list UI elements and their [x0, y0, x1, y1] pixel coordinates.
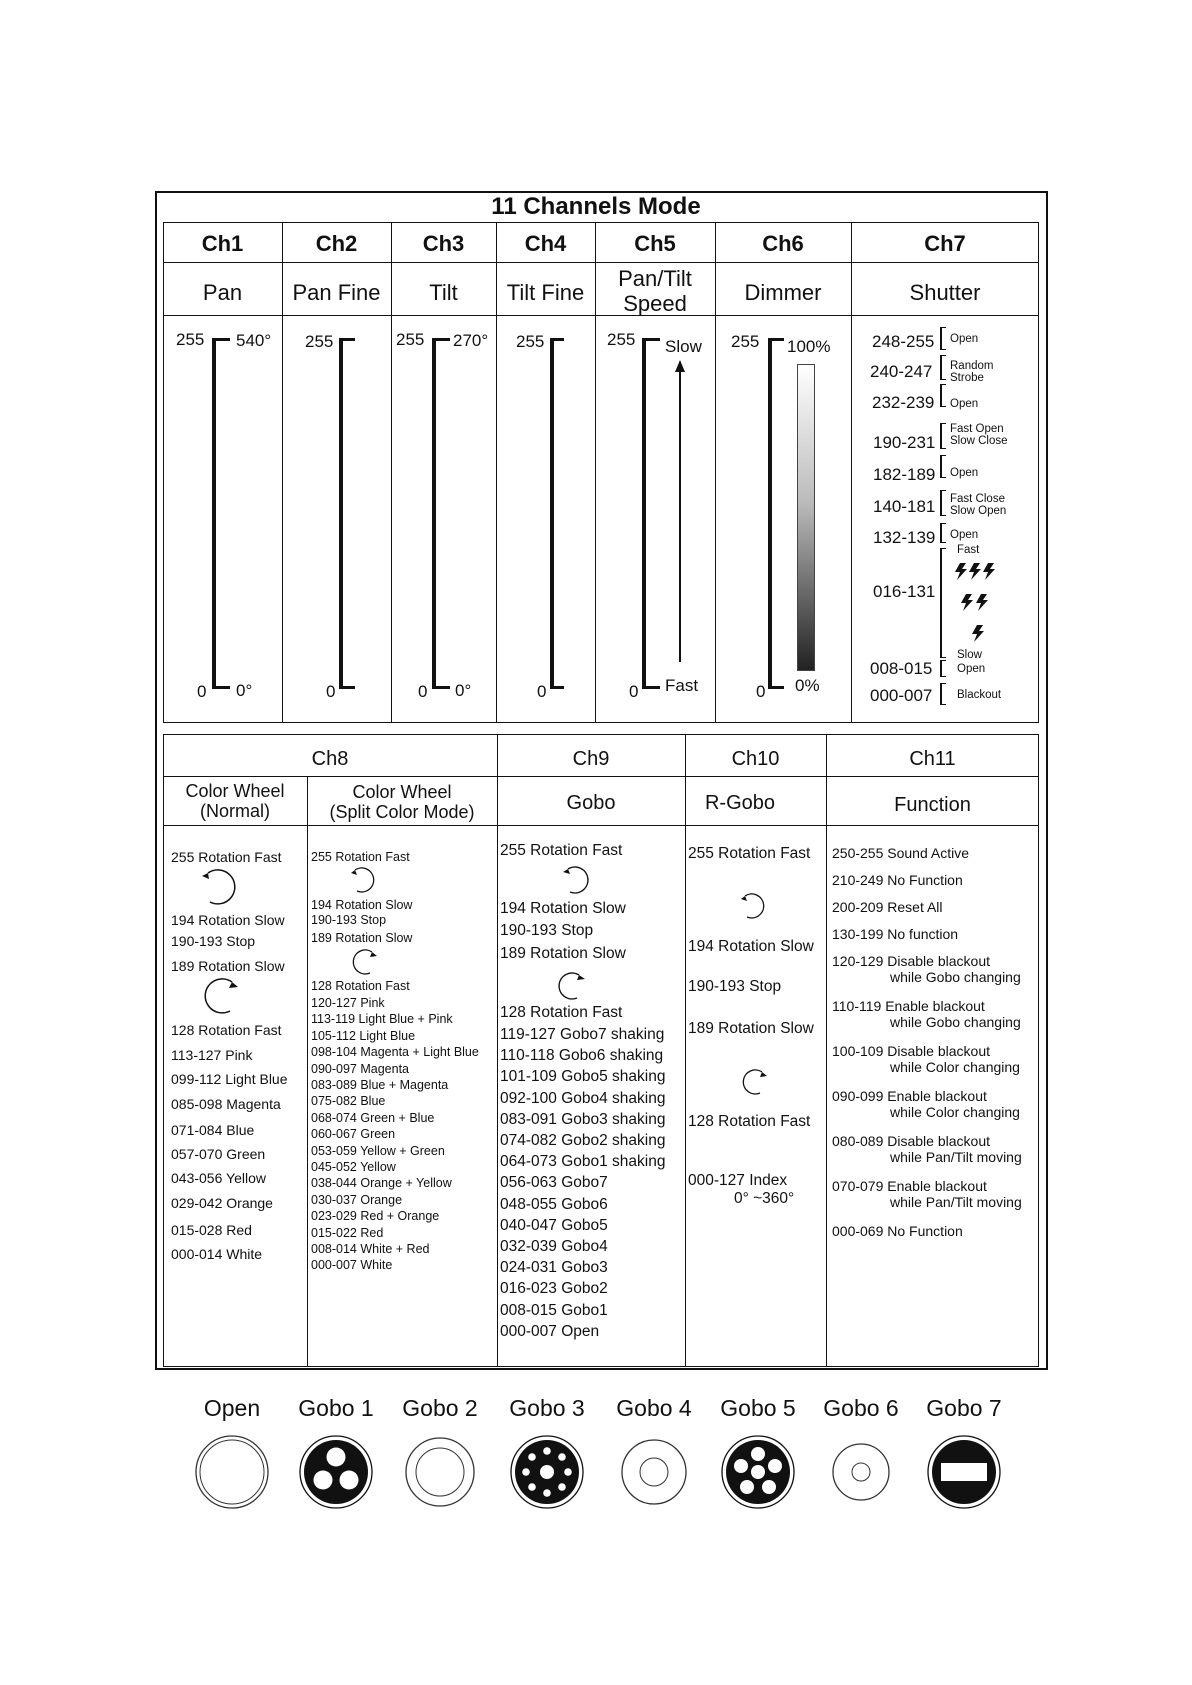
color-item: 085-098 Magenta — [171, 1096, 281, 1112]
gobo-slot-item: 000-007 Open — [500, 1322, 600, 1340]
gobo-slot-item: 074-082 Gobo2 shaking — [500, 1132, 666, 1149]
shutter-label: Open — [950, 398, 979, 410]
shutter-bracket — [940, 548, 946, 658]
dimmer-gradient-bar — [797, 364, 815, 671]
ch1-min-deg: 0° — [236, 681, 253, 700]
ch3-min: 0 — [418, 682, 428, 701]
shutter-label: Blackout — [957, 689, 1002, 701]
ch3-max: 255 — [396, 330, 425, 349]
cw-normal-stop: 190-193 Stop — [171, 933, 256, 949]
ch7-function: Shutter — [909, 280, 981, 305]
function-item-detail: while Pan/Tilt moving — [890, 1149, 1022, 1165]
color-item: 015-028 Red — [171, 1222, 252, 1238]
rotate-clockwise-icon — [348, 864, 380, 896]
shutter-label: Fast Open Slow Close — [950, 423, 1008, 447]
shutter-bracket — [940, 455, 946, 478]
divider — [497, 734, 498, 1367]
gobo-rotation-slow-ccw: 189 Rotation Slow — [500, 945, 626, 962]
color-item: 043-056 Yellow — [171, 1170, 266, 1186]
rgobo-rotation-slow-ccw: 189 Rotation Slow — [688, 1020, 814, 1037]
rotate-counterclockwise-icon — [738, 1066, 770, 1098]
cw-split-stop: 190-193 Stop — [311, 913, 387, 927]
function-item-detail: while Pan/Tilt moving — [890, 1194, 1022, 1210]
color-item: 120-127 Pink — [311, 996, 385, 1010]
gobo-slot-item: 110-118 Gobo6 shaking — [500, 1047, 664, 1065]
ch2-function: Pan Fine — [292, 280, 381, 305]
shutter-slow-label: Slow — [957, 649, 982, 661]
ch4-min: 0 — [537, 682, 547, 701]
function-item-detail: while Color changing — [890, 1059, 1020, 1075]
gobo-label: Gobo 2 — [402, 1395, 478, 1421]
ch5-header: Ch5 — [634, 231, 676, 256]
function-item: 080-089 Disable blackout — [832, 1133, 990, 1149]
ch5-scale-bottom — [642, 686, 660, 689]
color-item: 030-037 Orange — [311, 1192, 403, 1207]
rotate-counterclockwise-icon — [348, 946, 380, 978]
shutter-range: 132-139 — [873, 528, 936, 547]
gobo-slot-item: 101-109 Gobo5 shaking — [500, 1068, 666, 1086]
function-item: 210-249 No Function — [832, 872, 963, 888]
rgobo-rotation-slow: 194 Rotation Slow — [688, 938, 814, 955]
ch5-scale-top — [642, 338, 660, 341]
gobo-6-icon — [833, 1444, 889, 1500]
gobo-slot-item: 016-023 Gobo2 — [500, 1280, 608, 1298]
ch5-min: 0 — [629, 682, 639, 701]
ch3-scale-bottom — [432, 686, 450, 689]
function-item: 250-255 Sound Active — [832, 845, 969, 861]
ch4-scale-bottom — [550, 686, 564, 689]
gobo-slot-item: 024-031 Gobo3 — [500, 1259, 608, 1277]
function-item: 000-069 No Function — [832, 1223, 963, 1239]
gobo-stop: 190-193 Stop — [500, 922, 594, 939]
shutter-range: 248-255 — [872, 332, 935, 351]
function-item: 130-199 No function — [832, 926, 959, 942]
ch1-scale-top — [212, 338, 230, 341]
rgobo-stop: 190-193 Stop — [688, 978, 782, 995]
ch4-max: 255 — [516, 332, 545, 351]
ch1-scale-bar — [212, 340, 216, 689]
color-item: 068-074 Green + Blue — [311, 1110, 435, 1125]
cw-split-rotation-slow: 194 Rotation Slow — [311, 898, 413, 912]
function-item: 070-079 Enable blackout — [832, 1178, 987, 1194]
shutter-range: 016-131 — [873, 582, 936, 601]
function-item-detail: while Color changing — [890, 1104, 1020, 1120]
color-item: 053-059 Yellow + Green — [311, 1143, 445, 1158]
gobo-label: Gobo 6 — [823, 1395, 899, 1421]
function-item: 120-129 Disable blackout — [832, 953, 990, 969]
color-item: 023-029 Red + Orange — [311, 1209, 440, 1224]
ch3-scale-top — [432, 338, 450, 341]
arrow-up-icon — [675, 360, 685, 372]
gobo-rotation-slow: 194 Rotation Slow — [500, 900, 626, 917]
shutter-label: Open — [950, 333, 979, 345]
shutter-bracket — [940, 683, 946, 705]
gobo-label: Gobo 4 — [616, 1395, 692, 1421]
gobo-7-icon — [928, 1436, 1000, 1508]
shutter-bracket — [940, 384, 946, 407]
ch3-scale-bar — [432, 340, 436, 689]
color-item: 008-014 White + Red — [311, 1242, 430, 1256]
divider — [307, 776, 308, 1367]
ch2-scale-bar — [339, 340, 343, 689]
ch2-scale-bottom — [339, 686, 355, 689]
function-item: 090-099 Enable blackout — [832, 1088, 987, 1104]
ch5-scale-bar — [642, 340, 646, 689]
gobo-slot-item: 119-127 Gobo7 shaking — [500, 1026, 665, 1043]
color-item: 071-084 Blue — [171, 1122, 255, 1138]
ch2-min: 0 — [326, 682, 336, 701]
ch1-max: 255 — [176, 330, 205, 349]
gobo-label: Gobo 7 — [926, 1395, 1002, 1421]
ch4-function: Tilt Fine — [506, 280, 585, 305]
rgobo-rotation-fast: 255 Rotation Fast — [688, 845, 811, 862]
ch1-header: Ch1 — [201, 231, 244, 256]
divider — [685, 734, 686, 1367]
gobo-slot-item: 040-047 Gobo5 — [500, 1216, 608, 1234]
ch3-min-deg: 0° — [455, 681, 472, 700]
shutter-label: Fast Close Slow Open — [950, 493, 1007, 517]
color-item: 098-104 Magenta + Light Blue — [311, 1045, 479, 1060]
rotate-clockwise-icon — [560, 862, 596, 898]
shutter-range: 182-189 — [873, 465, 936, 484]
cw-split-rotation-fast-ccw: 128 Rotation Fast — [311, 979, 410, 993]
divider — [163, 262, 1039, 263]
color-item: 099-112 Light Blue — [171, 1071, 288, 1087]
gobo-rotation-fast-ccw: 128 Rotation Fast — [500, 1004, 623, 1021]
gobo-label: Gobo 3 — [509, 1395, 585, 1421]
ch3-max-deg: 270° — [453, 331, 489, 350]
color-wheel-split-header: Color Wheel (Split Color Mode) — [329, 782, 475, 822]
color-item: 060-067 Green — [311, 1127, 396, 1142]
gobo-open-icon — [196, 1436, 268, 1508]
ch4-header: Ch4 — [524, 231, 567, 256]
cw-normal-rotation-fast: 255 Rotation Fast — [171, 849, 282, 865]
divider — [163, 776, 1039, 777]
color-item: 000-007 White — [311, 1258, 393, 1273]
strobe-lightning-icon — [952, 560, 1002, 650]
ch5-fast: Fast — [665, 676, 699, 695]
gobo-slot-item: 092-100 Gobo4 shaking — [500, 1089, 666, 1107]
color-item: 045-052 Yellow — [311, 1160, 396, 1174]
shutter-range: 190-231 — [873, 433, 936, 452]
cw-split-rotation-slow-ccw: 189 Rotation Slow — [311, 931, 413, 945]
ch9-header: Ch9 — [572, 748, 610, 770]
ch6-function: Dimmer — [744, 280, 822, 305]
ch5-speed-arrow — [679, 362, 681, 662]
ch2-scale-top — [339, 338, 355, 341]
gobo-5-icon — [722, 1436, 794, 1508]
cw-split-rotation-fast: 255 Rotation Fast — [311, 850, 410, 864]
shutter-range: 140-181 — [873, 497, 936, 516]
ch6-scale-bottom — [768, 686, 784, 689]
ch8-header: Ch8 — [311, 748, 349, 770]
ch11-header: Ch11 — [909, 748, 956, 770]
color-item: 029-042 Orange — [171, 1195, 273, 1211]
rotate-clockwise-icon — [198, 864, 244, 910]
ch6-scale-top — [768, 338, 784, 341]
gobo-images-row — [180, 1430, 1020, 1520]
ch6-header: Ch6 — [762, 231, 804, 256]
ch3-function: Tilt — [429, 280, 458, 305]
gobo-label: Gobo 5 — [720, 1395, 796, 1421]
color-item: 000-014 White — [171, 1246, 263, 1262]
shutter-bracket — [940, 523, 946, 543]
shutter-label: Open — [950, 529, 979, 541]
gobo-label: Gobo 1 — [298, 1395, 374, 1421]
ch6-max: 255 — [731, 332, 760, 351]
function-header: Function — [894, 794, 971, 816]
rotate-counterclockwise-icon — [198, 973, 244, 1019]
shutter-bracket — [940, 355, 946, 380]
color-item: 105-112 Light Blue — [311, 1028, 416, 1043]
divider — [826, 734, 827, 1367]
color-item: 075-082 Blue — [311, 1094, 386, 1109]
color-item: 015-022 Red — [311, 1225, 384, 1240]
rgobo-index: 000-127 Index — [688, 1172, 788, 1189]
color-item: 113-119 Light Blue + Pink — [311, 1012, 453, 1027]
color-wheel-normal-header: Color Wheel (Normal) — [185, 781, 285, 821]
gobo-3-icon — [511, 1436, 583, 1508]
ch3-header: Ch3 — [422, 231, 465, 256]
gobo-slot-item: 048-055 Gobo6 — [500, 1195, 608, 1213]
cw-normal-rotation-slow-ccw: 189 Rotation Slow — [171, 958, 285, 974]
divider — [163, 825, 1039, 826]
ch6-scale-bar — [768, 340, 772, 689]
page-title: 11 Channels Mode — [491, 193, 701, 220]
color-item: 113-127 Pink — [171, 1047, 253, 1063]
shutter-label: Open — [950, 467, 979, 479]
ch6-0pct: 0% — [795, 676, 820, 695]
ch4-scale-bar — [550, 340, 554, 689]
rotate-counterclockwise-icon — [552, 968, 588, 1004]
gobo-slot-item: 083-091 Gobo3 shaking — [500, 1110, 666, 1128]
ch5-max: 255 — [607, 330, 636, 349]
gobo-slot-item: 064-073 Gobo1 shaking — [500, 1153, 666, 1171]
ch1-scale-bottom — [212, 686, 230, 689]
ch6-100pct: 100% — [787, 337, 831, 356]
shutter-label: Random Strobe — [950, 360, 994, 384]
shutter-bracket — [940, 490, 946, 516]
color-item: 083-089 Blue + Magenta — [311, 1078, 449, 1092]
shutter-range: 232-239 — [872, 393, 935, 412]
function-item: 200-209 Reset All — [832, 899, 943, 915]
gobo-slot-item: 056-063 Gobo7 — [500, 1174, 608, 1192]
shutter-fast-label: Fast — [957, 544, 980, 556]
shutter-range: 000-007 — [870, 686, 933, 705]
cw-normal-rotation-slow: 194 Rotation Slow — [171, 912, 285, 928]
cw-normal-rotation-fast-ccw: 128 Rotation Fast — [171, 1022, 282, 1038]
gobo-1-icon — [300, 1436, 372, 1508]
function-item: 100-109 Disable blackout — [832, 1043, 990, 1059]
ch6-min: 0 — [756, 682, 766, 701]
rotate-clockwise-icon — [738, 890, 770, 922]
gobo-slot-item: 008-015 Gobo1 — [500, 1301, 608, 1319]
shutter-bracket — [940, 327, 946, 350]
shutter-range: 240-247 — [870, 362, 933, 381]
ch1-min: 0 — [197, 682, 207, 701]
ch4-scale-top — [550, 338, 564, 341]
ch1-max-deg: 540° — [236, 331, 272, 350]
gobo-slot-item: 032-039 Gobo4 — [500, 1238, 608, 1255]
ch2-header: Ch2 — [315, 231, 358, 256]
ch5-function: Pan/Tilt Speed — [618, 266, 692, 316]
function-item: 110-119 Enable blackout — [832, 998, 985, 1014]
shutter-bracket — [940, 423, 946, 449]
color-item: 057-070 Green — [171, 1146, 266, 1162]
ch10-header: Ch10 — [731, 748, 780, 770]
color-item: 038-044 Orange + Yellow — [311, 1176, 452, 1191]
function-item-detail: while Gobo changing — [890, 1014, 1021, 1030]
rgobo-rotation-fast-ccw: 128 Rotation Fast — [688, 1113, 811, 1130]
ch5-slow: Slow — [665, 337, 702, 356]
shutter-label: Open — [957, 663, 986, 675]
ch1-function: Pan — [202, 280, 243, 305]
rgobo-index-degrees: 0° ~360° — [734, 1190, 795, 1207]
function-item-detail: while Gobo changing — [890, 969, 1021, 985]
gobo-label: Open — [203, 1395, 261, 1421]
rgobo-header: R-Gobo — [704, 792, 776, 814]
ch2-max: 255 — [305, 332, 334, 351]
shutter-range: 008-015 — [870, 659, 933, 678]
gobo-4-icon — [622, 1440, 686, 1504]
gobo-2-icon — [406, 1438, 474, 1506]
gobo-rotation-fast: 255 Rotation Fast — [500, 842, 623, 859]
gobo-header: Gobo — [566, 792, 616, 814]
ch7-header: Ch7 — [924, 231, 966, 256]
color-item: 090-097 Magenta — [311, 1061, 409, 1076]
shutter-bracket — [940, 660, 946, 677]
